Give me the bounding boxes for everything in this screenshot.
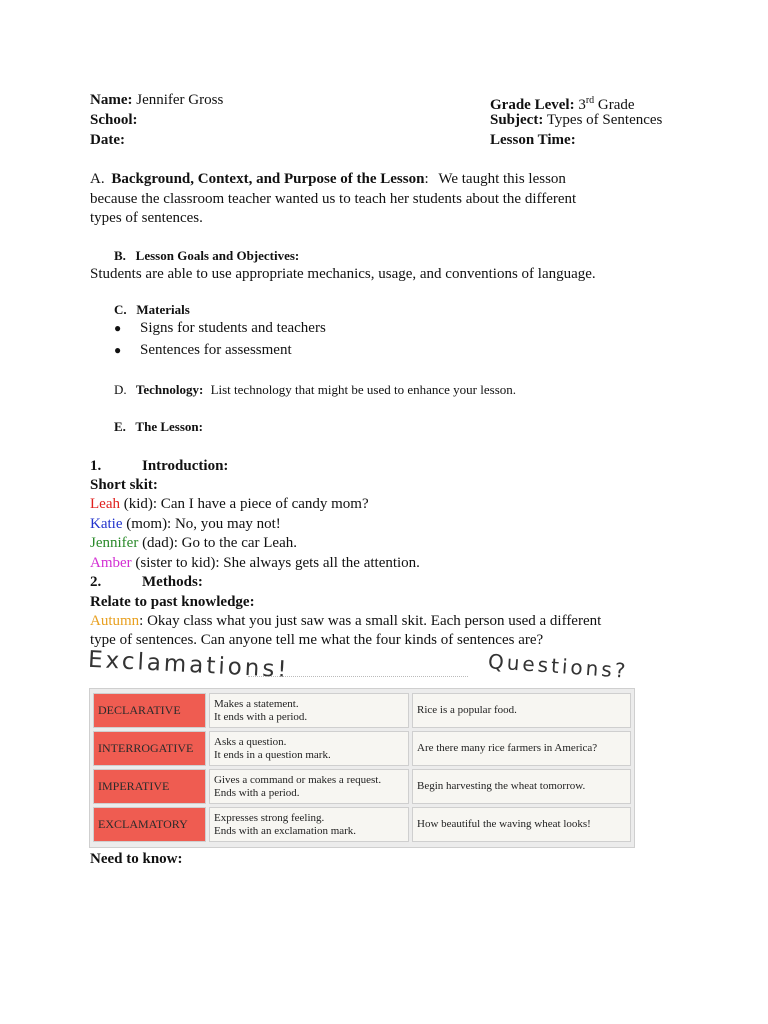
desc-cell — [209, 769, 409, 804]
section-a-colon: : — [424, 171, 429, 187]
skit-line — [90, 495, 690, 514]
intro-heading: Introduction: — [142, 458, 229, 474]
skit-text: (sister to kid): She always gets all the attention. — [131, 555, 420, 571]
methods-text-1: : Okay class what you just saw was a small skit. Each person used a different — [139, 613, 602, 629]
bullet-icon: ● — [114, 321, 122, 335]
section-b-body: Students are able to use appropriate mechanics, usage, and conventions of language. — [90, 266, 596, 282]
table-row — [93, 807, 631, 842]
example-cell: Begin harvesting the wheat tomorrow. — [412, 769, 631, 804]
school-label: School: — [90, 112, 138, 128]
subject-value: Types of Sentences — [546, 112, 663, 128]
section-b-heading: B. Lesson Goals and Objectives: — [114, 248, 300, 263]
desc-line-1: Asks a question. — [214, 736, 287, 748]
section-d — [114, 382, 516, 398]
methods-line-1 — [90, 612, 690, 631]
skit-text: (dad): Go to the car Leah. — [138, 535, 297, 551]
section-d-heading: Technology: — [135, 382, 204, 397]
methods-heading-row — [90, 573, 690, 592]
skit-text: (mom): No, you may not! — [122, 516, 281, 532]
section-a-letter: A. — [90, 171, 105, 187]
header-row-1 — [90, 91, 690, 113]
skit-line — [90, 554, 690, 573]
example-cell: How beautiful the waving wheat looks! — [412, 807, 631, 842]
section-a-heading: Background, Context, and Purpose of the Lesson — [111, 171, 425, 187]
section-c-heading: C. Materials — [114, 302, 190, 317]
skit-line — [90, 534, 690, 553]
skit-heading: Short skit: — [90, 477, 158, 493]
section-a-text-1: We taught this lesson — [438, 171, 566, 187]
section-a-line-2: because the classroom teacher wanted us to teach her students about the different — [90, 191, 577, 207]
name-value: Jennifer Gross — [136, 92, 224, 108]
skit-line — [90, 515, 690, 534]
grade-number: 3 — [578, 97, 586, 113]
skit-speaker: Leah — [90, 496, 120, 512]
table-row — [93, 693, 631, 728]
methods-line-2: type of sentences. Can anyone tell me what the four kinds of sentences are? — [90, 632, 544, 648]
section-d-body: List technology that might be used to enhance your lesson. — [210, 382, 516, 397]
desc-cell — [209, 731, 409, 766]
subject-label: Subject: — [490, 112, 544, 128]
intro-heading-row — [90, 457, 690, 476]
table-row — [93, 731, 631, 766]
intro-number: 1. — [90, 458, 102, 474]
desc-line-2: Ends with an exclamation mark. — [214, 825, 357, 837]
section-e-heading: E. The Lesson: — [114, 419, 203, 434]
type-cell: EXCLAMATORY — [93, 807, 206, 842]
header-row-3 — [90, 131, 690, 150]
desc-line-1: Makes a statement. — [214, 698, 299, 710]
skit-speaker: Katie — [90, 516, 123, 532]
header-row-2 — [90, 111, 690, 130]
sentence-types-table — [89, 688, 635, 848]
materials-item-2: Sentences for assessment — [140, 342, 292, 358]
grade-label: Grade Level: — [490, 97, 575, 113]
section-a-line-1 — [90, 170, 690, 189]
table-row — [93, 769, 631, 804]
skit-speaker: Amber — [90, 555, 132, 571]
skit-text: (kid): Can I have a piece of candy mom? — [119, 496, 369, 512]
type-cell: INTERROGATIVE — [93, 731, 206, 766]
time-label: Lesson Time: — [490, 132, 576, 148]
desc-line-1: Gives a command or makes a request. — [214, 774, 382, 786]
subject — [490, 111, 662, 130]
bullet-icon: ● — [114, 343, 122, 357]
type-cell: IMPERATIVE — [93, 769, 206, 804]
handwritten-exclamations: Exclamations! — [87, 646, 291, 684]
section-a-line-3: types of sentences. — [90, 210, 203, 226]
grade-word: Grade — [597, 97, 635, 113]
need-to-know: Need to know: — [90, 851, 183, 867]
desc-cell — [209, 693, 409, 728]
desc-line-2: It ends in a question mark. — [214, 749, 331, 761]
methods-heading: Methods: — [142, 574, 203, 590]
desc-line-2: It ends with a period. — [214, 711, 308, 723]
date-label: Date: — [90, 132, 125, 148]
desc-cell — [209, 807, 409, 842]
relate-heading: Relate to past knowledge: — [90, 594, 255, 610]
skit-speaker: Jennifer — [90, 535, 139, 551]
grade-sup: rd — [585, 95, 595, 106]
desc-line-1: Expresses strong feeling. — [214, 812, 325, 824]
dotted-rule — [248, 676, 468, 677]
type-cell: DECLARATIVE — [93, 693, 206, 728]
section-d-letter: D. — [114, 382, 127, 397]
name-label: Name: — [90, 92, 133, 108]
methods-speaker: Autumn — [90, 613, 140, 629]
desc-line-2: Ends with a period. — [214, 787, 300, 799]
example-cell: Rice is a popular food. — [412, 693, 631, 728]
materials-item-1: Signs for students and teachers — [140, 320, 326, 336]
handwritten-questions: Questions? — [487, 649, 630, 683]
example-cell: Are there many rice farmers in America? — [412, 731, 631, 766]
methods-number: 2. — [90, 574, 102, 590]
